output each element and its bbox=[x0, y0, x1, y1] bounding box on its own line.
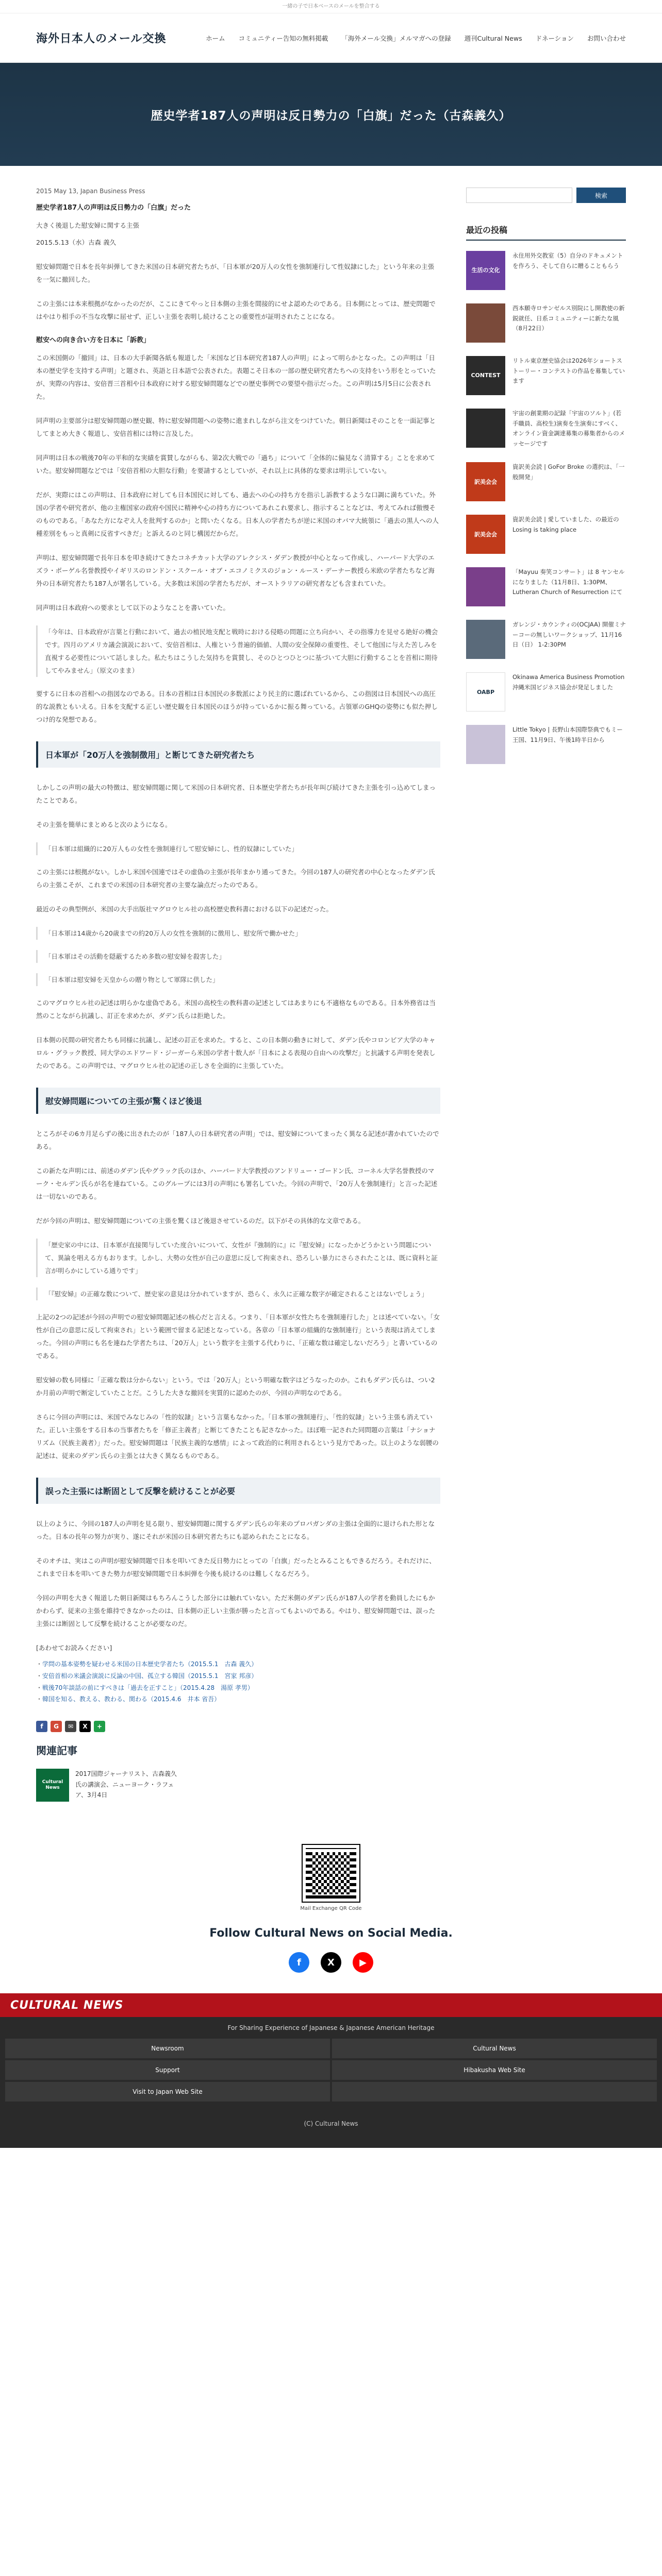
post-thumb bbox=[466, 303, 505, 343]
nav-item-contact[interactable]: お問い合わせ bbox=[587, 34, 626, 42]
subheading: 慰安への向き合い方を日本に「訴教」 bbox=[36, 336, 151, 344]
paragraph: 同声明の主要部分は慰安婦問題の歴史観、特に慰安婦問題への姿勢に進まれしながら注文をつけていた。朝日新聞はそのことを一面記事としてまとめ大きく報道し、安倍首相には特に言及した。 bbox=[36, 417, 436, 437]
article-subtitle: 大きく後退した慰安婦に関する主張 bbox=[36, 222, 140, 229]
paragraph: だが今回の声明は、慰安婦問題についての主張を驚くほど後退させているのだ。以下がその具体的な文章である。 bbox=[36, 1217, 365, 1225]
recent-post[interactable] bbox=[466, 620, 626, 659]
paragraph: 今回の声明を大きく報道した朝日新聞はもちろんこうした部分には触れていない。ただ米側のダデン氏らが187人の学者を動員したにもかかわらず、従来の主張を維持できなかったのは、日本側の正しい主張が勝ったと言ってもよいのである。やはり、慰安婦問題では、誤った主張には断固として反撃を続けることが必要なのだ。 bbox=[36, 1594, 436, 1628]
sidebar bbox=[466, 188, 626, 1814]
site-footer bbox=[0, 1993, 662, 2148]
paragraph: 同声明は日本の戦後70年の平和的な実績を賞賛しながらも、第2次大戦での「過ち」について「全体的に偏見なく清算する」ことを求めていた。慰安婦問題などでは「安倍首相の大胆な行動」を要請するとしていが、それ以上に具体的な要求は明示していない。 bbox=[36, 454, 435, 474]
footer-link-cultural-news[interactable]: Cultural News bbox=[332, 2039, 657, 2058]
x-icon[interactable]: X bbox=[321, 1952, 341, 1973]
paragraph: このマグロウヒル社の記述は明らかな虚偽である。米国の高校生の教科書の記述としてはあまりにも不適格なものである。日本外務省は当然のことながら抗議し、訂正を求めたが、ダデン氏らは拒絶した。 bbox=[36, 999, 436, 1020]
post-title: リトル東京歴史協会は2026年ショートストーリー・コンテストの作品を募集しています bbox=[512, 357, 625, 385]
nav-item-newsletter[interactable]: 「海外メール交換」メルマガへの登録 bbox=[341, 34, 451, 42]
footer-link-visit-japan[interactable]: Visit to Japan Web Site bbox=[5, 2082, 330, 2102]
read-more-list bbox=[36, 1658, 440, 1705]
footer-tagline: For Sharing Experience of Japanese & Japanese American Heritage bbox=[227, 2024, 435, 2032]
read-more-link[interactable]: ・ 戦後70年談話の前にすべきは「過去を正すこと」（2015.4.28 湯原 孝男） bbox=[36, 1682, 440, 1694]
share-bar bbox=[36, 1721, 440, 1732]
copyright: (C) Cultural News bbox=[304, 2120, 358, 2128]
paragraph: 慰安婦の数も同様に「正確な数は分からない」という。では「20万人」という明確な数字はどうなったのか。これもダデン氏らは、つい2か月前の声明で断定していたことだ。こうした大きな撤回を実質的に認めたのが、今回の声明なのである。 bbox=[36, 1376, 435, 1397]
article-title: 歴史学者187人の声明は反日勢力の「白旗」だった bbox=[36, 204, 191, 212]
paragraph: 以上のように、今回の187人の声明を見る限り、慰安婦問題に関するダデン氏らの年来のプロパガンダの主張は全面的に退けられた形となった。日本の長年の努力が実り、遂にそれが米国の日本研究者たちにも認められたことになる。 bbox=[36, 1520, 435, 1540]
post-title: 永住用外交教室（5）自分のドキュメントを作ろう、そして自らに贈ることもらう bbox=[512, 252, 623, 269]
read-more-link[interactable]: ・ 学問の基本姿勢を疑わせる米国の日本歴史学者たち（2015.5.1 古森 義久） bbox=[36, 1658, 440, 1670]
paragraph: ところがその6カ月足らずの後に出されたのが「187人の日本研究者の声明」では、慰安婦についてまったく異なる記述が書かれていたのである。 bbox=[36, 1130, 439, 1150]
hero-banner bbox=[0, 63, 662, 166]
paragraph: 声明は、慰安婦問題で長年日本を叩き続けてきたコネチカット大学のアレクシス・ダデン教授が中心となって作成し、ハーバード大学のエズラ・ボーゲル名誉教授やイギリスのロンドン・スクール・オブ・エコノミクスのジョン・ルース・デーナー教授ら米欧の学者たちなど海外の日本研究者たち187人が署名している。大多数は米国の学者たちだが、オーストラリアの研究者なども含まれていた。 bbox=[36, 554, 435, 587]
paragraph: 上記の2つの記述が今回の声明での慰安婦問題記述の核心だと言える。つまり、「日本軍が女性たちを強制連行した」とは述べていない。「女性が自己の意思に反して拘束され」という範囲で留まる記述となっている。各章の「日本軍の組織的な強制連行」という表現は消えてしまった。今回の声明にも名を連ねた学者たちは、「20万人」という数字を主張する代わりに、「正確な数は確定しないだろう」と書いているのである。 bbox=[36, 1313, 440, 1360]
paragraph: この新たな声明には、前述のダデン氏やグラック氏のほか、ハーバード大学教授のアンドリュー・ゴードン氏、コーネル大学名誉教授のマーク・セルデン氏らが名を連ねている。このグループには3月の声明にも署名していた。今回の声明で、「20万人を強制連行」と言った記述は一切ないのである。 bbox=[36, 1167, 438, 1200]
section-heading: 慰安婦問題についての主張が驚くほど後退 bbox=[36, 1088, 440, 1114]
quote: 「歴史家の中には、日本軍が直接関与していた度合いについて、女性が『強制的に』に『慰安婦』になったかどうかという問題について、異論を唱える方もおります。しかし、大勢の女性が自己の意思に反して拘束され、恐ろしい暴力にさらされたことは、既に資料と証言が明らかにしている通りです」 bbox=[36, 1239, 440, 1277]
recent-post[interactable] bbox=[466, 356, 626, 395]
paragraph: しかしこの声明の最大の特徴は、慰安婦問題に関して米国の日本研究者、日本歴史学者たちが長年叫び続けてきた主張を引っ込めてしまったことである。 bbox=[36, 784, 436, 804]
post-title: 「Mayuu 奏笑コンサート」は 8 ヤンセルになりました（11月8日、1:30PM、Lutheran Church of Resurrection にて bbox=[512, 568, 625, 596]
post-thumb: 訳美会会 bbox=[466, 515, 505, 554]
related-title: 関連記事 bbox=[36, 1744, 77, 1757]
paragraph: その主張を簡単にまとめると次のようになる。 bbox=[36, 821, 172, 828]
qr-code bbox=[303, 1845, 359, 1902]
paragraph: 慰安婦問題で日本を長年糾弾してきた米国の日本研究者たちが、「日本軍が20万人の女性を強制連行して性奴隷にした」という年来の主張を一気に撤回した。 bbox=[36, 263, 435, 283]
post-thumb bbox=[466, 567, 505, 606]
search-input[interactable] bbox=[466, 188, 572, 203]
top-strip: 一緒の子で日本ベースのメールを整合する bbox=[0, 0, 662, 13]
site-header bbox=[0, 13, 662, 63]
footer-link-hibakusha[interactable]: Hibakusha Web Site bbox=[332, 2060, 657, 2080]
post-title: 宇宙の創業期の記録「宇宙のソルト」(若手職員、高校生)演奏を生演奏にすべく、オンライン資金調達募集の募集者からのメッセージです bbox=[512, 410, 625, 447]
recent-post[interactable] bbox=[466, 672, 626, 711]
paragraph: 要するに日本の首相への指図なのである。日本の首相は日本国民の多数派により民主的に選ばれているから、この指図は日本国民への高圧的な説教ともいえる。日本を支配する正しい歴史観を日本国民のほうが持っているかに振る舞っている。占領軍のGHQの姿勢にも似た押しつけ的な発想である。 bbox=[36, 690, 438, 723]
nav-item-community[interactable]: コミュニティー告知の無料掲載 bbox=[238, 34, 328, 42]
recent-posts-title: 最近の投稿 bbox=[466, 224, 626, 241]
post-thumb: 訳美会会 bbox=[466, 462, 505, 501]
footer-logo[interactable]: CULTURAL NEWS bbox=[10, 1998, 124, 2012]
quote: 「『慰安婦』の正確な数について、歴史家の意見は分かれていますが、恐らく、永久に正確な数字が確定されることはないでしょう」 bbox=[36, 1287, 440, 1300]
post-thumb: 生活の文化 bbox=[466, 251, 505, 290]
related-item[interactable] bbox=[36, 1769, 440, 1802]
recent-post[interactable] bbox=[466, 251, 626, 290]
search-row bbox=[466, 188, 626, 203]
content-wrap bbox=[36, 166, 626, 1814]
nav-item-home[interactable]: ホーム bbox=[206, 34, 225, 42]
paragraph: この米国側の「撤回」は、日本の大手新聞各紙も報道した「米国など日本研究者187人の声明」によって明らかとなった。この声明は「日本の歴史学を支持する声明」と題され、英語と日本語で公表された。表題こそ日本の一部の歴史研究者たちへの支持をいう形をとっていたが、実際の内容は、安倍晋三首相や日本政府に対する慰安婦問題などでの歴史事例での要望や指示だった。この声明は5月5日に公表された。 bbox=[36, 354, 436, 400]
article-date: 2015.5.13（水）古森 義久 bbox=[36, 239, 117, 246]
read-more-link[interactable]: ・ 韓国を知る、教える、教わる、関わる（2015.4.6 井本 省吾） bbox=[36, 1693, 440, 1705]
facebook-share-icon[interactable]: f bbox=[36, 1721, 47, 1732]
paragraph: この主張には本来根拠がなかったのだが、ここにきてやっと日本側の主張を間接的にせよ認めたのである。日本側にとっては、歴史問題ではやはり相手の不当な攻撃に屈せず、正しい主張を表明し続けることの重要性が証明されたことになる。 bbox=[36, 300, 436, 320]
quote: 「日本軍は組織的に20万人もの女性を強制連行して慰安婦にし、性的奴隷にしていた」 bbox=[36, 842, 440, 855]
section-heading: 誤った主張には断固として反撃を続けることが必要 bbox=[36, 1478, 440, 1504]
site-logo[interactable]: 海外日本人のメール交換 bbox=[36, 32, 167, 45]
gmail-share-icon[interactable]: G bbox=[51, 1721, 62, 1732]
main-nav bbox=[206, 33, 626, 43]
article bbox=[36, 188, 440, 1814]
post-title: 西本願寺ロサンゼルス別院にし開教使の新鋭就任、日系コミュニティーに新たな風（8月22日） bbox=[512, 304, 625, 332]
footer-empty-cell bbox=[332, 2082, 657, 2102]
read-more-label: [あわせてお読みください] bbox=[36, 1644, 112, 1652]
facebook-icon[interactable]: f bbox=[289, 1952, 309, 1973]
post-title: 資訳美会読 | GoFor Broke の選択は、「一般開発」 bbox=[512, 463, 625, 481]
post-thumb: CONTEST bbox=[466, 356, 505, 395]
x-share-icon[interactable]: X bbox=[79, 1721, 91, 1732]
more-share-icon[interactable]: + bbox=[94, 1721, 105, 1732]
footer-link-support[interactable]: Support bbox=[5, 2060, 330, 2080]
related-thumb: Cultural News bbox=[36, 1769, 69, 1802]
paragraph: そのオチは、実はこの声明が慰安婦問題で日本を叩いてきた反日勢力にとっての「白旗」だったとみることもできるだろう。それだけに、これまで日本を叩いてきた勢力が慰安婦問題で日本糾弾を今後も続けるのは難しくなるだろう。 bbox=[36, 1557, 436, 1578]
paragraph: 日本側の民間の研究者たちも同様に抗議し、記述の訂正を求めた。すると、この日本側の動きに対して、ダデン氏やコロンビア大学のキャロル・グラック教授、同大学のエドワード・ジーガーら米国の学者十数人が「日本による表現の自由への攻撃だ」と抗議する声明を発表したのである。この声明では、マグロウヒル社の記述の正しさを全面的に主張していた。 bbox=[36, 1036, 436, 1070]
quote: 「日本軍は14歳から20歳までの約20万人の女性を強制的に徴用し、慰安所で働かせた」 bbox=[36, 927, 440, 940]
social-links bbox=[0, 1952, 662, 1973]
paragraph: 最近のその典型例が、米国の大手出版社マグロウヒル社の高校歴史教科書における以下の記述だった。 bbox=[36, 905, 333, 913]
qr-caption: Mail Exchange QR Code bbox=[300, 1906, 362, 1912]
post-thumb: OABP bbox=[466, 672, 505, 711]
recent-post[interactable] bbox=[466, 462, 626, 501]
paragraph: だが、実際にはこの声明は、日本政府に対しても日本国民に対しても、過去への心の持ち方を指示し訴教するような口調に満ちていた。外国の学者や研究者が、他の主権国家の政府や国民に精神や心の持ち方についてあれこれ要求し、指示することなどは、考えてみれば傲慢そのものである。「あなた方になぞえ人を批判するのか」と問いたくなる。日本人の学者たちが逆に米国のオバマ大統領に「過去の黒人への人種差別をもっと真剣に反省すべきだ」と訴えるのと同じ構図だからだ。 bbox=[36, 491, 439, 537]
paragraph: さらに今回の声明には、米国でみなじみの「性的奴隷」という言葉もなかった。「日本軍の強制連行」、「性的奴隷」という主張も消えていた。正しい主張をする日本の当事者たちを「修正主義者」と断じてきたことも記さなかった。ほぼ唯一記された同問題の言葉は「ナショナリズム（民族主義者）」だった。慰安婦問題は「民族主義的な感情」によって政治的に利用されるという見方であった。以上のような弱腰の記述は、従来のダデン氏らの主張とは大きく異なるものである。 bbox=[36, 1413, 439, 1460]
paragraph: この主張には根拠がない。しかし米国や国連ではその虚偽の主張が長年まかり通ってきた。今回の187人の研究者の中心となったダデン氏らの主張こそが、これまでの米国の日本研究者の主要な論点だったのである。 bbox=[36, 868, 435, 889]
recent-post[interactable] bbox=[466, 567, 626, 606]
post-thumb bbox=[466, 409, 505, 448]
post-thumb bbox=[466, 620, 505, 659]
post-thumb bbox=[466, 725, 505, 764]
search-button[interactable]: 検索 bbox=[576, 188, 626, 203]
article-source: 2015 May 13, Japan Business Press bbox=[36, 188, 145, 195]
recent-post[interactable] bbox=[466, 515, 626, 554]
post-title: ガレンジ・カウンティの(OCJAA) 開催ミナーコーの無しいワークショップ、11月16日（日） 1-2:30PM bbox=[512, 621, 626, 649]
qr-section bbox=[0, 1845, 662, 1911]
post-title: Okinawa America Business Promotion 沖縄米国ビジネス協会が発足しました bbox=[512, 673, 625, 691]
quote: 「今年は、日本政府が言葉と行動において、過去の植民地支配と戦時における侵略の問題に立ち向かい、その指導力を見せる絶好の機会です。四月のアメリカ議会演説において、安倍首相は、人権という普遍的価値、人間の安全保障の重要性、そして他国に与えた苦しみを直視する必要性について話しました。私たちはこうした気持ちを賞賛し、そのひとつひとつに基づいて大胆に行動することを首相に期待してやみません」（原文のまま） bbox=[36, 625, 440, 677]
recent-post[interactable] bbox=[466, 409, 626, 449]
post-title: Little Tokyo | 長野山本国際祭典でもミー王国、11月9日、午後1時半日から bbox=[512, 726, 623, 743]
section-heading: 日本軍が「20万人を強制徴用」と断じてきた研究者たち bbox=[36, 741, 440, 768]
footer-links bbox=[5, 2039, 657, 2102]
quote: 「日本軍はその活動を隠蔽するため多数の慰安婦を殺害した」 bbox=[36, 950, 440, 963]
recent-post[interactable] bbox=[466, 303, 626, 343]
read-more-link[interactable]: ・ 安倍首相の米議会演説に反論の中国、孤立する韓国（2015.5.1 宮家 邦彦） bbox=[36, 1670, 440, 1682]
youtube-icon[interactable]: ▶ bbox=[353, 1952, 373, 1973]
footer-brand-bar bbox=[0, 1993, 662, 2017]
paragraph: 同声明は日本政府への要求として以下のようなことを書いていた。 bbox=[36, 604, 230, 612]
page-title: 歴史学者187人の声明は反日勢力の「白旗」だった（古森義久） bbox=[151, 109, 511, 123]
related-text: 2017国際ジャーナリスト、古森義久氏の講演会、ニューヨーク・ラフェア、3月4日 bbox=[75, 1770, 177, 1799]
nav-item-donation[interactable]: ドネーション bbox=[535, 34, 574, 42]
post-title: 資訳美会読 | 愛していました、の最近の Losing is taking place bbox=[512, 516, 619, 533]
follow-heading: Follow Cultural News on Social Media. bbox=[209, 1927, 453, 1940]
email-share-icon[interactable]: ✉ bbox=[65, 1721, 76, 1732]
recent-post[interactable] bbox=[466, 725, 626, 764]
footer-link-newsroom[interactable]: Newsroom bbox=[5, 2039, 330, 2058]
nav-item-cultural-news[interactable]: 週刊Cultural News bbox=[464, 34, 522, 42]
quote: 「日本軍は慰安婦を天皇からの贈り物として軍隊に供した」 bbox=[36, 973, 440, 986]
